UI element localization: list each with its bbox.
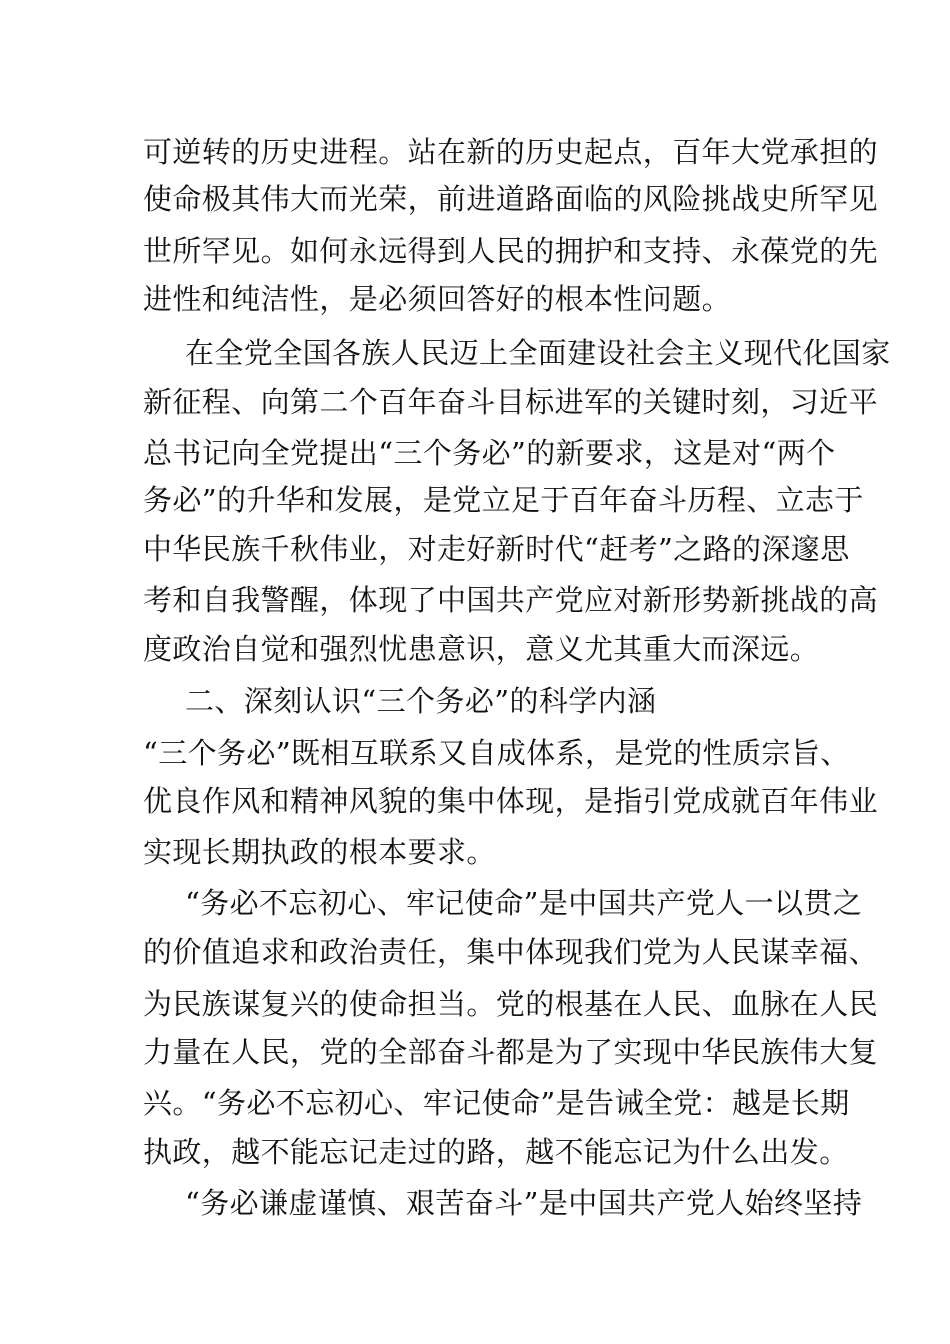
text-line-10: 考和自我警醒，体现了中国共产党应对新形势新挑战的高 [143,583,879,617]
text-line-8: 务必”的升华和发展，是党立足于百年奋斗历程、立志于 [143,483,864,517]
text-line-4: 进性和纯洁性，是必须回答好的根本性问题。 [143,282,732,316]
text-line-5: 在全党全国各族人民迈上全面建设社会主义现代化国家 [185,336,891,370]
text-line-7: 总书记向全党提出“三个务必”的新要求，这是对“两个 [143,436,836,470]
text-line-6: 新征程、向第二个百年奋斗目标进军的关键时刻，习近平 [143,385,879,419]
text-line-9: 中华民族千秋伟业，对走好新时代“赶考”之路的深邃思 [143,532,850,566]
text-line-20: 兴。“务必不忘初心、牢记使命”是告诫全党：越是长期 [143,1086,850,1120]
text-line-3: 世所罕见。如何永远得到人民的拥护和支持、永葆党的先 [143,234,879,268]
text-line-11: 度政治自觉和强烈忧患意识，意义尤其重大而深远。 [143,632,820,666]
text-line-14: 优良作风和精神风貌的集中体现，是指引党成就百年伟业 [143,784,879,818]
text-line-2: 使命极其伟大而光荣，前进道路面临的风险挑战史所罕见 [143,182,879,216]
section-heading: 二、深刻认识“三个务必”的科学内涵 [185,684,657,718]
text-line-15: 实现长期执政的根本要求。 [143,835,496,869]
text-line-21: 执政，越不能忘记走过的路，越不能忘记为什么出发。 [143,1135,849,1169]
text-line-1: 可逆转的历史进程。站在新的历史起点，百年大党承担的 [143,135,879,169]
text-line-18: 为民族谋复兴的使命担当。党的根基在人民、血脉在人民 [143,987,879,1021]
text-line-17: 的价值追求和政治责任，集中体现我们党为人民谋幸福、 [143,935,879,969]
text-line-16: “务必不忘初心、牢记使命”是中国共产党人一以贯之 [185,886,863,920]
text-line-19: 力量在人民，党的全部奋斗都是为了实现中华民族伟大复 [143,1035,879,1069]
text-line-13: “三个务必”既相互联系又自成体系，是党的性质宗旨、 [143,736,850,770]
text-line-22: “务必谦虚谨慎、艰苦奋斗”是中国共产党人始终坚持 [185,1186,863,1220]
